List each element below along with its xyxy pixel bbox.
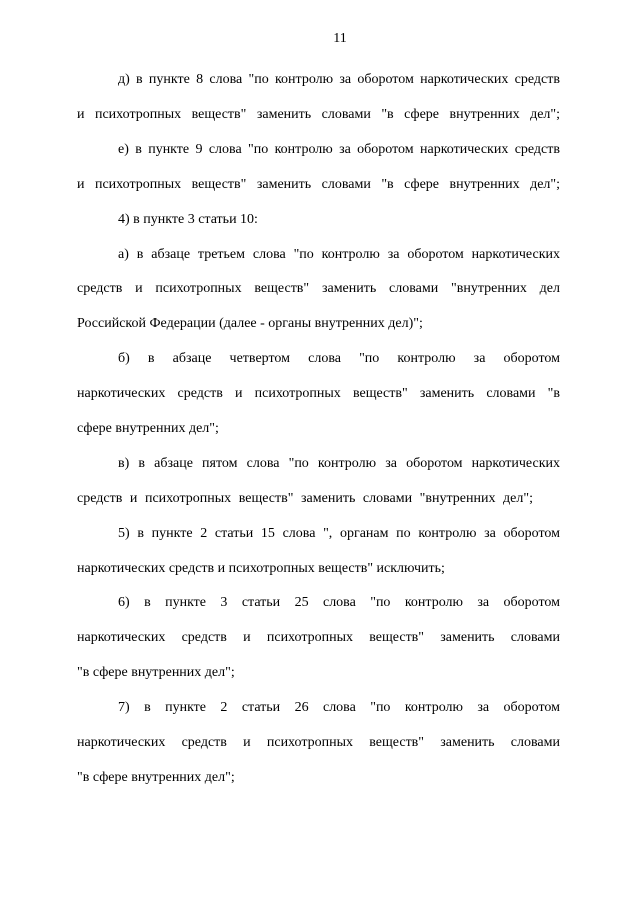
text-line: и психотропных веществ" заменить словами "в сфере внутренних дел";: [77, 107, 560, 122]
text-line: 6) в пункте 3 статьи 25 слова "по контролю за оборотом: [118, 595, 560, 610]
text-line: "в сфере внутренних дел";: [77, 665, 235, 680]
page-number: 11: [333, 31, 347, 46]
text-line: наркотических средств и психотропных веществ" заменить словами "в: [77, 386, 560, 401]
text-line: и психотропных веществ" заменить словами "в сфере внутренних дел";: [77, 177, 560, 192]
text-line: 7) в пункте 2 статьи 26 слова "по контролю за оборотом: [118, 700, 560, 715]
text-line: д) в пункте 8 слова "по контролю за оборотом наркотических средств: [118, 72, 560, 87]
text-line: б) в абзаце четвертом слова "по контролю за оборотом: [118, 351, 560, 366]
text-line: 4) в пункте 3 статьи 10:: [118, 212, 258, 227]
text-line: "в сфере внутренних дел";: [77, 770, 235, 785]
text-line: средств и психотропных веществ" заменить словами "внутренних дел: [77, 281, 560, 296]
text-line: а) в абзаце третьем слова "по контролю за оборотом наркотических: [118, 247, 560, 262]
text-line: средств и психотропных веществ" заменить словами "внутренних дел";: [77, 491, 533, 506]
text-line: наркотических средств и психотропных веществ" заменить словами: [77, 630, 560, 645]
text-line: наркотических средств и психотропных веществ" заменить словами: [77, 735, 560, 750]
text-line: 5) в пункте 2 статьи 15 слова ", органам по контролю за оборотом: [118, 526, 560, 541]
text-line: Российской Федерации (далее - органы внутренних дел)";: [77, 316, 423, 331]
text-line: сфере внутренних дел";: [77, 421, 219, 436]
text-line: е) в пункте 9 слова "по контролю за оборотом наркотических средств: [118, 142, 560, 157]
text-line: наркотических средств и психотропных веществ" исключить;: [77, 561, 445, 576]
text-line: в) в абзаце пятом слова "по контролю за оборотом наркотических: [118, 456, 560, 471]
